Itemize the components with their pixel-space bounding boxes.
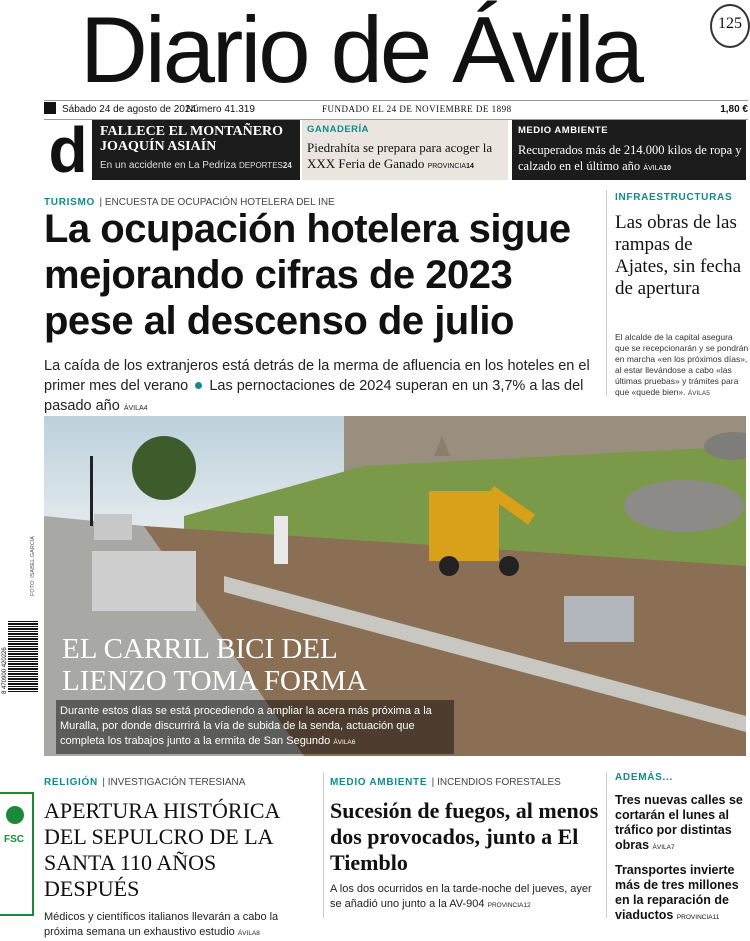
price: 1,80 € [720, 104, 748, 115]
bottom-3-item-2[interactable] [615, 863, 749, 925]
generator [564, 596, 634, 642]
teaser-section: PROVINCIA [427, 163, 467, 170]
bottom-1-body [44, 910, 316, 941]
teaser-page: 10 [663, 165, 671, 172]
lead-ref: ÁVILA4 [123, 405, 148, 412]
lead-kicker-line [44, 192, 604, 206]
photo-caption [56, 700, 454, 754]
bottom-3-item-2-ref: PROVINCIA11 [676, 914, 720, 921]
teaser-section: DEPORTES [239, 161, 283, 170]
date: Sábado 24 de agosto de 2024 [62, 104, 197, 115]
lead-headline[interactable]: La ocupación hotelera sigue mejorando cifras de 2023 pese al descenso de julio [44, 207, 571, 343]
lead-dek-1: La caída de los extranjeros está detrás de la merma de afluencia en los hoteles en el primer mes del verano [44, 358, 590, 394]
info-bar [44, 100, 748, 120]
lead-kicker-sub: | ENCUESTA DE OCUPACIÓN HOTELERA DEL INE [99, 197, 335, 208]
bottom-2-kicker: MEDIO AMBIENTE [330, 777, 428, 788]
bottom-3-item-2-text: Transportes invierte más de tres millones en la reparación de viaductos [615, 863, 739, 922]
excavator-body [429, 491, 499, 561]
side-body [615, 332, 749, 399]
paving-stack [92, 551, 196, 611]
bottom-1-kicker-sub: | INVESTIGACIÓN TERESIANA [102, 777, 246, 788]
house-icon [44, 102, 56, 114]
bottom-1-ref: ÁVILA8 [237, 930, 260, 937]
bottom-3 [615, 772, 749, 925]
bottom-2-kicker-sub: | INCENDIOS FORESTALES [431, 777, 561, 788]
issue-number: Número 41.319 [186, 104, 255, 115]
teaser-headline [518, 142, 744, 177]
tree [132, 436, 196, 500]
barcode [8, 620, 38, 692]
lead-dek [44, 356, 604, 419]
teaser-sub-text: En un accidente en La Pedriza [100, 160, 237, 171]
anniversary-badge: 125 [710, 4, 750, 48]
worker [274, 516, 288, 564]
bottom-3-kicker: ADEMÁS... [615, 772, 673, 783]
bottom-divider-1 [323, 772, 324, 918]
side-ref: ÁVILA5 [687, 390, 710, 397]
bottom-1 [44, 772, 316, 941]
teaser-2[interactable] [302, 120, 508, 180]
bottom-3-item-1-ref: ÁVILA7 [652, 844, 675, 851]
rock [624, 480, 744, 532]
teaser-3[interactable] [512, 120, 746, 180]
bottom-2-headline[interactable]: Sucesión de fuegos, al menos dos provocados, junto a El Tiemblo [330, 798, 599, 875]
bottom-2-kicker-line [330, 772, 602, 790]
side-divider [606, 190, 607, 396]
excavator-wheel-2 [499, 556, 519, 576]
photo-caption-text: Durante estos días se está procediendo a ampliar la acera más próxima a la Muralla, por donde discurrirá la vía de subida de la senda, actuación que completa los trabajos junto a la ermita de San Segundo [60, 705, 432, 747]
bottom-2-body-text: A los dos ocurridos en la tarde-noche del jueves, ayer se añadió uno junto a la AV-904 [330, 883, 592, 910]
photo-headline[interactable]: EL CARRIL BICI DEL LIENZO TOMA FORMA [62, 633, 368, 697]
teaser-headline-text: Piedrahíta se prepara para acoger la XXX Feria de Ganado [307, 140, 493, 171]
d-logo: d [44, 120, 92, 180]
bottom-1-kicker: RELIGIÓN [44, 777, 98, 788]
teaser-1[interactable] [44, 120, 300, 180]
tree-check-icon [6, 806, 24, 824]
bullet-icon [195, 382, 202, 389]
founded: FUNDADO EL 24 DE NOVIEMBRE DE 1898 [322, 104, 512, 114]
bottom-3-item-1-text: Tres nuevas calles se cortarán el lunes al tráfico por distintas obras [615, 793, 743, 852]
lead-kicker: TURISMO [44, 197, 96, 208]
side-headline[interactable]: Las obras de las rampas de Ajates, sin fecha de apertura [615, 212, 742, 299]
teaser-page: 14 [466, 163, 474, 170]
lamp-post [90, 456, 93, 526]
teaser-label: GANADERÍA [307, 124, 370, 135]
photo-ref: ÁVILA6 [333, 739, 356, 746]
bottom-2 [330, 772, 602, 913]
photo-credit: FOTO: ISABEL GARCÍA [30, 536, 36, 596]
teaser-section: ÁVILA [643, 165, 664, 172]
fsc-label: FSC [4, 834, 24, 845]
teaser-headline [307, 140, 505, 175]
barcode-number: 8 470900 420226 [2, 647, 8, 694]
teaser-page: 24 [282, 161, 292, 170]
teaser-label: MEDIO AMBIENTE [518, 125, 609, 136]
masthead-title: Diario de Ávila [80, 0, 642, 102]
fsc-logo [0, 792, 34, 916]
lead-dek-2: Las pernoctaciones de 2024 superan en un 3,7% a las del pasado año [44, 378, 584, 414]
lead-kicker-sub-text: ENCUESTA DE OCUPACIÓN HOTELERA DEL INE [104, 197, 335, 208]
bottom-2-ref: PROVINCIA12 [487, 902, 531, 909]
bottom-2-body [330, 882, 602, 913]
bottom-1-headline[interactable]: APERTURA HISTÓRICA DEL SEPULCRO DE LA SANTA 110 AÑOS DESPUÉS [44, 798, 280, 901]
teaser-headline-text: Recuperados más de 214.000 kilos de ropa y calzado en el último año [518, 143, 742, 173]
bottom-divider-2 [606, 772, 607, 918]
excavator-wheel [439, 556, 459, 576]
bottom-1-kicker-sub-text: INVESTIGACIÓN TERESIANA [107, 777, 246, 788]
teaser-headline: FALLECE EL MONTAÑERO JOAQUÍN ASIAÍN [100, 124, 284, 154]
paving-stack-2 [94, 514, 132, 540]
side-kicker: INFRAESTRUCTURAS [615, 192, 733, 203]
side-body-text: El alcalde de la capital asegura que se recepcionarán y se pondrán en marcha «en los próximos días», al estar llevándose a cabo «las últimas pruebas» y trámites para que «quede bien». [615, 332, 749, 397]
bottom-1-kicker-line [44, 772, 316, 790]
bottom-3-item-1[interactable] [615, 793, 749, 855]
teaser-sub [100, 160, 296, 171]
bottom-1-body-text: Médicos y científicos italianos llevarán a cabo la próxima semana un exhaustivo estudio [44, 911, 279, 938]
bottom-2-kicker-sub-text: INCENDIOS FORESTALES [437, 777, 561, 788]
